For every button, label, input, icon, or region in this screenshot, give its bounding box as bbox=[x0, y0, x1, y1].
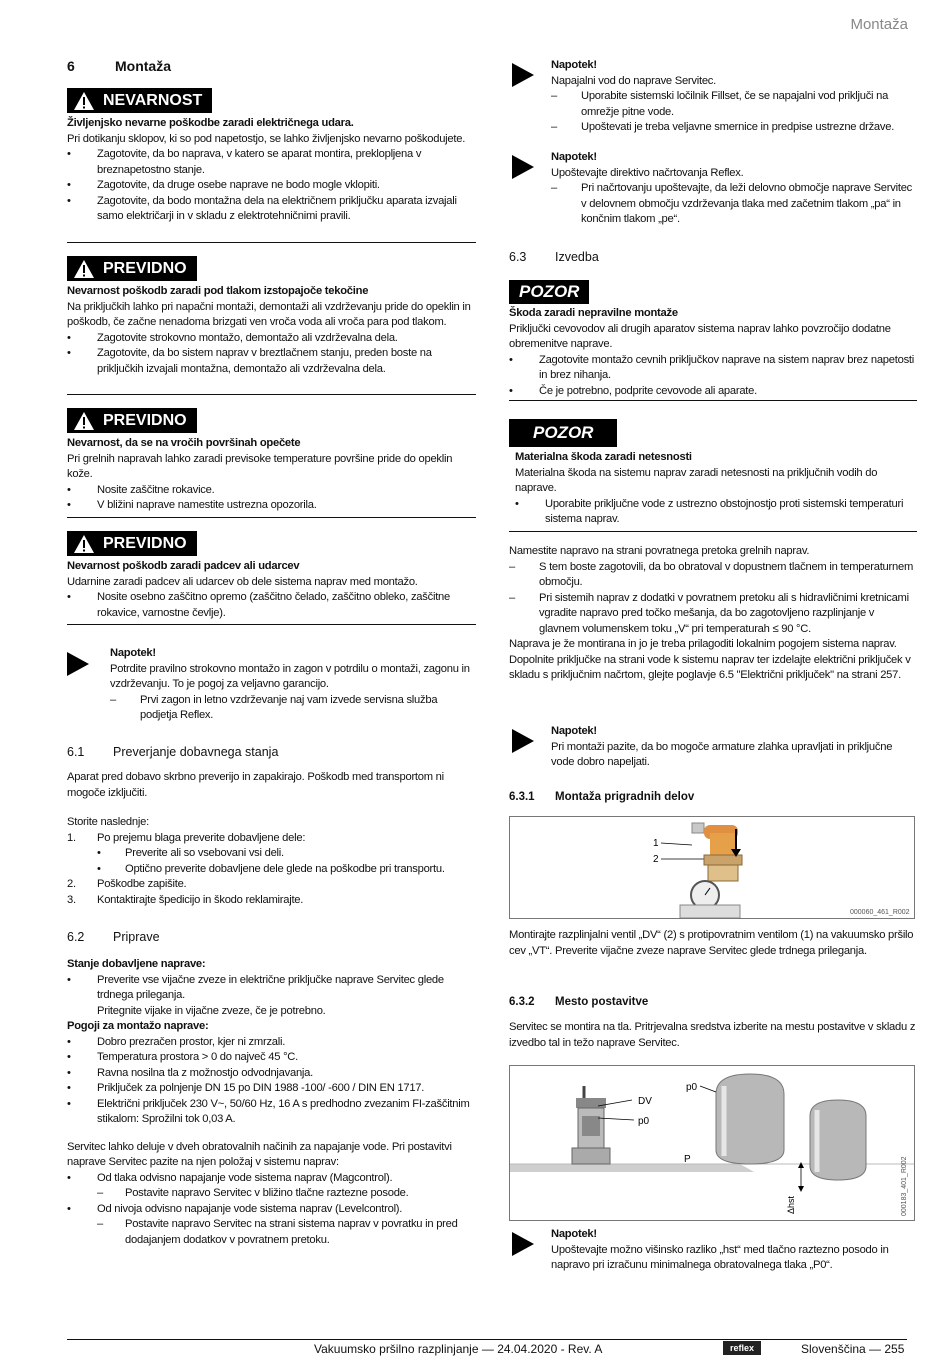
warning-triangle-icon bbox=[73, 259, 95, 279]
section-heading-6-3-1: 6.3.1 Montaža prigradnih delov bbox=[509, 791, 695, 803]
warning-block-2: Nevarnost poškodb zaradi pod tlakom izstopajoče tekočine Na priključkih lahko pri napačni montaži, demontaži ali vzdrževanju pride do opeklin in poškodb, če začne nenadoma brizgati ven vroča voda ali vroča para pod tlakom. • Zagotovite strokovno montažo, demontažo ali vzdrževalna dela. • Zagotovite, da bo sistem naprav v breztlačnem stanju, preden boste na priključkih izvajali montažna, demontažo ali vzdrževalna dela. bbox=[67, 285, 471, 375]
divider bbox=[67, 517, 476, 518]
figure-attachment-parts bbox=[509, 816, 915, 919]
section-6-1-body: Aparat pred dobavo skrbno preverijo in zapakirajo. Poškodb med transportom ni mogoče izključiti. Storite naslednje: 1. Po prejemu blaga preverite dobavljene dele: • Preverite ali so vsebovani vsi deli. • Optično preverite dobavljene dele glede na poškodbe pri transportu. 2. Poškodbe zapišite. 3. Kontaktirajte špedicijo in škodo reklamirajte. bbox=[67, 771, 445, 906]
warning-triangle-icon bbox=[73, 411, 95, 431]
note-arrow-icon bbox=[512, 1232, 534, 1256]
note-block-5: Napotek! Upoštevajte možno višinsko razliko „hst“ med tlačno raztezno posodo in napravo pri izračunu minimalnega obratovalnega tlaka „P0“. bbox=[551, 1228, 889, 1271]
section-6-2-body: Stanje dobavljene naprave: • Preverite vse vijačne zveze in električne priključke naprave Servitec glede trdnega prileganja. Pritegnite vijake in vijačne zveze, če je potrebno. Pogoji za montažo naprave: • Dobro prezračen prostor, kjer ni zmrzali. • Temperatura prostora > 0 do največ 45 °C. • Ravna nosilna tla z možnostjo odvodnjavanja. • Priključek za polnjenje DN 15 po DIN 1988 -100/ -600 / DIN EN 1717. • Električni priključek 230 V~, 50/60 Hz, 16 A s predhodno zvezanim FI-zaščitnim stikalom: Sprožilni tok 0,03 A. Servitec lahko deluje v dveh obratovalnih načinih za napajanje vode. Pri postavitvi naprave Servitec pazite na njen položaj v sistemu naprav: • Od tlaka odvisno napajanje vode sistema naprav (Magcontrol). – Postavite napravo Servitec v bližino tlačne raztezne posode. • Od nivoja odvisno napajanje vode sistema naprav (Levelcontrol). – Postavite napravo Servitec na strani sistema naprav v povratku in pred dodajanjem dodatkov v povratnem pretoku. bbox=[67, 958, 470, 1246]
label-p0: p0 bbox=[638, 1116, 650, 1127]
label-p: P bbox=[684, 1154, 691, 1165]
section-heading-6-2: 6.2 Priprave bbox=[67, 930, 160, 944]
divider bbox=[509, 531, 917, 532]
note-arrow-icon bbox=[67, 652, 89, 676]
divider bbox=[67, 242, 476, 243]
warning-block-3: Nevarnost, da se na vročih površinah opečete Pri grelnih napravah lahko zaradi previsoke temperature površine pride do opeklin kože. • Nosite zaščitne rokavice. • V bližini naprave namestite ustrezna opozorila. bbox=[67, 437, 453, 511]
divider bbox=[509, 400, 917, 401]
warning-label-caution: PREVIDNO bbox=[67, 531, 197, 559]
note-block-2: Napotek! Napajalni vod do naprave Servitec. – Uporabite sistemski ločilnik Fillset, če se napajalni vod priključi na omrežje pitne vode. – Upoštevati je treba veljavne smernice in predpise ustrezne države. bbox=[551, 59, 895, 133]
label-hst: Δhst bbox=[786, 1195, 796, 1214]
divider bbox=[67, 624, 476, 625]
figure-code: 000183_401_R002 bbox=[901, 1156, 908, 1216]
installation-site-illustration bbox=[510, 1066, 914, 1220]
note-arrow-icon bbox=[512, 155, 534, 179]
installation-text: Namestite napravo na strani povratnega pretoka grelnih naprav. – S tem boste zagotovili, da bo obratoval v dopustnem tlačnem in temperaturnem območju. – Pri sistemih naprav z dodatki v povratnem pretoku ali s hidravličnimi kretnicami vgradite napravo pred točko mešanja, da bo zagotovljeno razplinjanje v glavnem volumenskem toku „V“ pri temperaturah ≤ 90 °C. Naprava je že montirana in jo je treba prilagoditi lokalnim pogojem sistema naprav. Dopolnite priključke na strani vode k sistemu naprav ter izdelajte električni priključek v skladu s priključnim načrtom, glejte poglavje 6.5 "Električni priključek" na strani 257. bbox=[509, 545, 914, 681]
section-6-3-2-text: Servitec se montira na tla. Pritrjevalna sredstva izberite na mestu postavitve v skladu z izvedbo tal in težo naprave Servitec. bbox=[509, 1021, 916, 1049]
footer-document-title: Vakuumsko pršilno razplinjanje — 24.04.2020 - Rev. A bbox=[314, 1342, 603, 1356]
figure-installation-site bbox=[509, 1065, 915, 1221]
running-header: Montaža bbox=[850, 16, 908, 33]
footer-rule bbox=[67, 1339, 907, 1340]
notice-label: POZOR bbox=[509, 280, 589, 304]
notice-block-1: Škoda zaradi nepravilne montaže Priključki cevovodov ali drugih aparatov sistema naprav lahko povzročijo dodatne obremenitve naprave. • Zagotovite montažo cevnih priključkov naprave na sistem naprav brez napetosti in brez nihanja. • Če je potrebno, podprite cevovode ali aparate. bbox=[509, 307, 915, 397]
section-heading-6-3-2: 6.3.2 Mesto postavitve bbox=[509, 996, 649, 1008]
callout-1: 1 bbox=[653, 838, 659, 849]
label-dv: DV bbox=[638, 1096, 652, 1107]
warning-block-4: Nevarnost poškodb zaradi padcev ali udarcev Udarnine zaradi padcev ali udarcev ob dele sistema naprav med montažo. • Nosite osebno zaščitno opremo (zaščitno čelado, zaščitno obleko, zaščitne rokavice, varnostne čevlje). bbox=[67, 560, 451, 619]
warning-label-danger: NEVARNOST bbox=[67, 88, 212, 116]
notice-block-2: Materialna škoda zaradi netesnosti Materialna škoda na sistemu naprav zaradi netesnosti na priključnih vodih do naprave. • Uporabite priključne vode z ustrezno obstojnostjo proti sistemski temperaturi sistema naprav. bbox=[515, 451, 904, 525]
divider bbox=[67, 394, 476, 395]
footer-page-number: Slovenščina — 255 bbox=[801, 1342, 905, 1356]
reflex-logo: reflex bbox=[723, 1341, 761, 1355]
warning-triangle-icon bbox=[73, 91, 95, 111]
warning-label-caution: PREVIDNO bbox=[67, 408, 197, 436]
section-heading-6: 6 Montaža bbox=[67, 58, 171, 74]
section-heading-6-3: 6.3 Izvedba bbox=[509, 250, 599, 264]
note-arrow-icon bbox=[512, 729, 534, 753]
warning-block-1: Življenjsko nevarne poškodbe zaradi električnega udara. Pri dotikanju sklopov, ki so pod napetostjo, se lahko življenjsko nevarno poškodujete. • Zagotovite, da bo naprava, v katero se aparat montira, preklopljena v breznapetostno stanje. • Zagotovite, da druge osebe naprave ne bodo mogle vklopiti. • Zagotovite, da bodo montažna dela na električnem priključku aparata izvajali samo električarji in v skladu z elektrotehničnimi pravili. bbox=[67, 117, 466, 222]
notice-label: POZOR bbox=[509, 419, 617, 447]
warning-triangle-icon bbox=[73, 534, 95, 554]
section-6-3-1-text: Montirajte razplinjalni ventil „DV“ (2) s protipovratnim ventilom (1) na vakuumsko pršilo cev „VT“. Preverite vijačne zveze naprave Servitec glede trdnega prileganja. bbox=[509, 929, 914, 957]
note-arrow-icon bbox=[512, 63, 534, 87]
note-block-3: Napotek! Upoštevajte direktivo načrtovanja Reflex. – Pri načrtovanju upoštevajte, da leži delovno območje naprave Servitec v delovnem območju vzdrževanja tlaka med začetnim tlakom „pa“ in končnim tlakom „pe“. bbox=[551, 151, 913, 225]
figure-code: 000060_461_R002 bbox=[850, 909, 910, 916]
callout-2: 2 bbox=[653, 854, 659, 865]
note-block-4: Napotek! Pri montaži pazite, da bo mogoče armature zlahka upravljati in priključne vode dobro napeljati. bbox=[551, 725, 893, 768]
valve-assembly-illustration bbox=[510, 817, 914, 918]
warning-label-caution: PREVIDNO bbox=[67, 256, 197, 284]
note-block-1: Napotek! Potrdite pravilno strokovno montažo in zagon v potrdilu o montaži, zagonu in vzdrževanju. To je pogoj za veljavno garancijo. – Prvi zagon in letno vzdrževanje naj vam izvede servisna služba podjetja Reflex. bbox=[110, 647, 470, 721]
label-p0-vessel: p0 bbox=[686, 1082, 698, 1093]
section-heading-6-1: 6.1 Preverjanje dobavnega stanja bbox=[67, 745, 279, 759]
